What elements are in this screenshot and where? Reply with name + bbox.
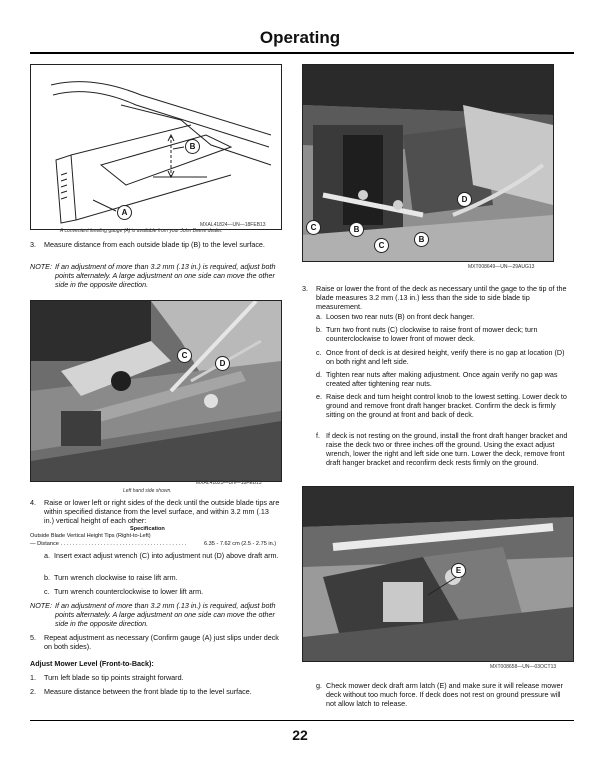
substep-a: a. Insert exact adjust wrench (C) into adjustment nut (D) above draft arm. — [44, 551, 279, 560]
draft-arm-latch-photo — [303, 487, 573, 661]
substep-a: a. Loosen two rear nuts (B) on front deck hanger. — [316, 312, 475, 321]
substep-c: c. Turn wrench counterclockwise to lower lift arm. — [44, 587, 204, 596]
front-back-step-2: 2. Measure distance between the front blade tip to the level surface. — [30, 687, 252, 696]
step-3-front: 3. Raise or lower the front of the deck as necessary until the gage to the tip of the blade measures 3.2 mm (.13 in.) less than the side to side blade tip measurement. — [302, 284, 567, 311]
step-5 — [30, 633, 280, 651]
deck-hanger-photo — [303, 65, 553, 261]
callout-c: C — [177, 348, 192, 363]
left-side-photo — [31, 301, 281, 481]
front-back-step-1: 1. Turn left blade so tip points straight forward. — [30, 673, 184, 682]
step-number: 4. — [30, 498, 36, 507]
spec-distance-label: — Distance . . . . . . . . . . . . . . . . . . . . . . . . . . . . . . . . . . . . . . . . . — [30, 541, 187, 547]
step-4 — [30, 498, 280, 525]
callout-c: C — [374, 238, 389, 253]
callout-d: D — [215, 356, 230, 371]
callout-b: B — [414, 232, 429, 247]
note-1 — [30, 262, 280, 289]
callout-e: E — [451, 563, 466, 578]
page-number: 22 — [292, 727, 308, 743]
note-text: If an adjustment of more than 3.2 mm (.13 in.) is required, adjust both points alternately. A large adjustment on one side can move the other side in the opposite direction. — [55, 601, 276, 628]
callout-b: B — [349, 222, 364, 237]
step-number: 5. — [30, 633, 36, 642]
figure-code: MXAL41825—UN—18FEB13 — [196, 480, 262, 486]
step-text: Repeat adjustment as necessary (Confirm gauge (A) just slips under deck on both sides). — [44, 633, 279, 651]
substep-e: e. Raise deck and turn height control knob to the lowest setting. Lower deck to ground and remove front draft hanger bracket. Confirm the deck is firmly sitting on the ground at front and back of deck. — [316, 392, 567, 419]
callout-d: D — [457, 192, 472, 207]
header-rule — [30, 52, 574, 54]
figure-left-side-photo — [30, 300, 282, 482]
note-label: NOTE: — [30, 601, 52, 610]
footer-rule — [30, 720, 574, 721]
note-label: NOTE: — [30, 262, 52, 271]
page-title: Operating — [259, 28, 341, 47]
figure-code: MXAL41824—UN—18FEB13 — [200, 222, 266, 228]
figure-caption: Left hand side shown. — [123, 488, 172, 494]
note-text: If an adjustment of more than 3.2 mm (.13 in.) is required, adjust both points alternately. A large adjustment on one side can move the other side in the opposite direction. — [55, 262, 276, 289]
figure-deck-hanger-photo — [302, 64, 554, 262]
callout-a: A — [117, 205, 132, 220]
substep-f: f. If deck is not resting on the ground, install the front draft hanger bracket and raise the deck two or three inches off the ground. Using the exact adjust wrench, lower the right and left side one turn. Lower the deck, remove front draft hanger bracket and reconfirm deck rests firmly on the ground. — [316, 431, 568, 467]
figure-caption: A convenient leveling gauge (A) is available from your John Deere dealer. — [60, 228, 223, 234]
figure-leveling-gauge — [30, 64, 282, 230]
substep-d: d. Tighten rear nuts after making adjustment. Once again verify no gap was created after tightening rear nuts. — [316, 370, 558, 388]
leveling-gauge-drawing — [31, 65, 281, 229]
spec-distance-value: 6.35 - 7.62 cm (2.5 - 2.75 in.) — [204, 541, 277, 547]
figure-code: MXT008649—UN—29AUG13 — [468, 264, 535, 270]
substep-b: b. Turn two front nuts (C) clockwise to raise front of mower deck; turn counterclockwise to lower front of mower deck. — [316, 325, 538, 343]
spec-name: Outside Blade Vertical Height Tips (Right-to-Left) — [30, 533, 151, 539]
section-heading: Adjust Mower Level (Front-to-Back): — [30, 659, 154, 668]
step-text: Raise or lower left or right sides of the deck until the outside blade tips are within specified distance from the level surface, and within 3.2 mm (.13 in.) vertical height of each other: — [44, 498, 280, 525]
step-text: Measure distance from each outside blade tip (B) to the level surface. — [44, 240, 265, 249]
step-3 — [30, 240, 280, 249]
substep-c: c. Once front of deck is at desired height, verify there is no gap at location (D) on both right and left side. — [316, 348, 565, 366]
spec-heading: Specification — [130, 526, 165, 532]
figure-code: MXT008658—UN—03OCT13 — [490, 664, 557, 670]
note-2 — [30, 601, 280, 628]
figure-draft-arm-latch-photo — [302, 486, 574, 662]
callout-b: B — [185, 139, 200, 154]
callout-c: C — [306, 220, 321, 235]
substep-b: b. Turn wrench clockwise to raise lift arm. — [44, 573, 178, 582]
substep-g: g. Check mower deck draft arm latch (E) and make sure it will release mower deck without too much force. If deck does not rest on ground pressure will not allow latch to release. — [316, 681, 563, 708]
step-number: 3. — [30, 240, 36, 249]
